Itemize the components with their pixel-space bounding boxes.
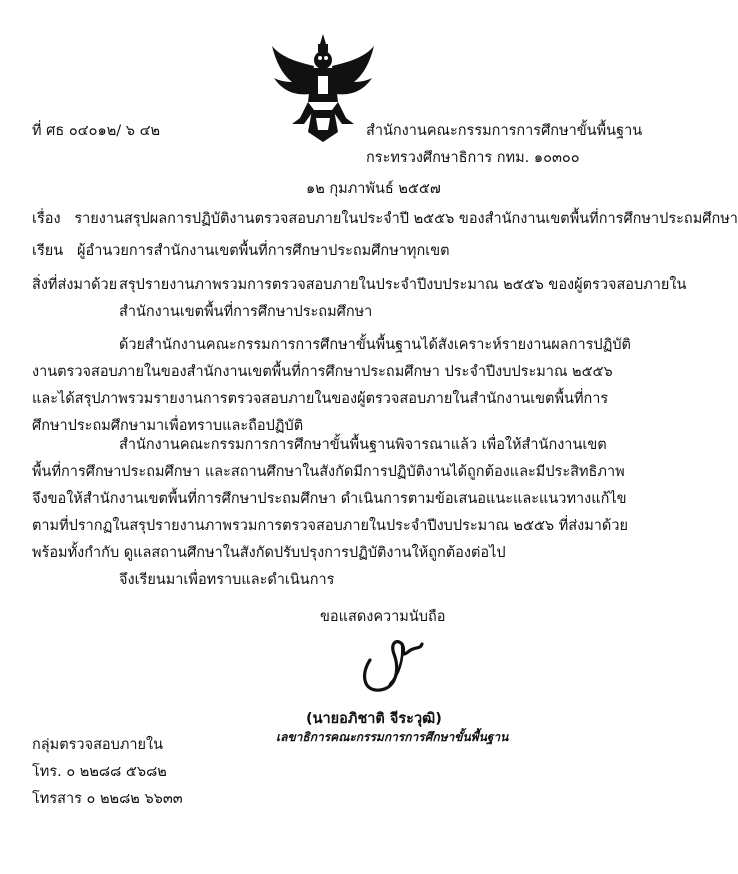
footer-phone: โทร. ๐ ๒๒๘๘ ๕๖๘๒ bbox=[32, 764, 167, 780]
enclosure-label: สิ่งที่ส่งมาด้วย bbox=[32, 277, 118, 293]
recipient-label: เรียน bbox=[32, 243, 64, 259]
agency-address: กระทรวงศึกษาธิการ กทม. ๑๐๓๐๐ bbox=[366, 150, 580, 166]
subject-text: รายงานสรุปผลการปฏิบัติงานตรวจสอบภายในประจำปี ๒๕๕๖ ของสำนักงานเขตพื้นที่การศึกษาประถมศึกษา bbox=[74, 211, 738, 227]
document-date: ๑๒ กุมภาพันธ์ ๒๕๕๗ bbox=[306, 181, 441, 197]
body-paragraph-1: ด้วยสำนักงานคณะกรรมการการศึกษาขั้นพื้นฐานได้สังเคราะห์รายงานผลการปฏิบัติงานตรวจสอบภายในของสำนักงานเขตพื้นที่การศึกษาประถมศึกษา ประจำปีงบประมาณ ๒๕๕๖ และได้สรุปภาพรวมรายงานการตรวจสอบภายในของผู้ตรวจสอบภายในสำนักงานเขตพื้นที่การศึกษาประถมศึกษามาเพื่อทราบและถือปฏิบัติ bbox=[32, 337, 631, 434]
document-number: ที่ ศธ ๐๔๐๑๒/ ๖ ๔๒ bbox=[32, 123, 161, 139]
footer-department: กลุ่มตรวจสอบภายใน bbox=[32, 737, 164, 753]
handwritten-signature bbox=[350, 630, 440, 695]
signatory-position: เลขาธิการคณะกรรมการการศึกษาขั้นพื้นฐาน bbox=[276, 730, 509, 744]
recipient-row bbox=[32, 238, 450, 265]
agency-name: สำนักงานคณะกรรมการการศึกษาขั้นพื้นฐาน bbox=[366, 123, 643, 139]
enclosure-line-1: สรุปรายงานภาพรวมการตรวจสอบภายในประจำปีงบประมาณ ๒๕๕๖ ของผู้ตรวจสอบภายใน bbox=[119, 277, 687, 293]
signatory-name: (นายอภิชาติ จีระวุฒิ) bbox=[306, 711, 442, 727]
subject-label: เรื่อง bbox=[32, 211, 61, 227]
subject-row bbox=[32, 206, 738, 233]
footer-fax: โทรสาร ๐ ๒๒๘๒ ๖๖๓๓ bbox=[32, 791, 183, 807]
closing-salutation: ขอแสดงความนับถือ bbox=[320, 609, 446, 625]
garuda-emblem-icon bbox=[268, 32, 378, 144]
enclosure-line-2: สำนักงานเขตพื้นที่การศึกษาประถมศึกษา bbox=[119, 304, 373, 320]
recipient-text: ผู้อำนวยการสำนักงานเขตพื้นที่การศึกษาประถมศึกษาทุกเขต bbox=[76, 243, 450, 259]
body-paragraph-2: สำนักงานคณะกรรมการการศึกษาขั้นพื้นฐานพิจารณาแล้ว เพื่อให้สำนักงานเขตพื้นที่การศึกษาประถมศึกษา และสถานศึกษาในสังกัดมีการปฏิบัติงานได้ถูกต้องและมีประสิทธิภาพ จึงขอให้สำนักงานเขตพื้นที่การศึกษาประถมศึกษา ดำเนินการตามข้อเสนอแนะและแนวทางแก้ไขตามที่ปรากฏในสรุปรายงานภาพรวมการตรวจสอบภายในประจำปีงบประมาณ ๒๕๕๖ ที่ส่งมาด้วย พร้อมทั้งกำกับ ดูแลสถานศึกษาในสังกัดปรับปรุงการปฏิบัติงานให้ถูกต้องต่อไป bbox=[32, 437, 628, 561]
closing-request: จึงเรียนมาเพื่อทราบและดำเนินการ bbox=[119, 572, 335, 588]
